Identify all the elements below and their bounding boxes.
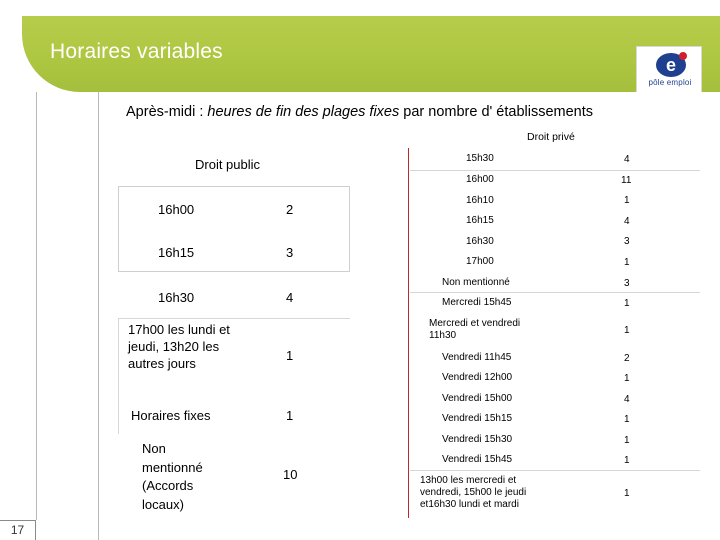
prive-row-label: Vendredi 15h15 [442,413,513,424]
public-row-label: Non mentionné (Accords locaux) [142,441,203,512]
row-separator [410,170,700,171]
subtitle [126,104,706,120]
prive-row-count: 1 [624,455,630,466]
prive-row-count: 3 [624,278,630,289]
prive-row-count: 11 [621,175,632,186]
subtitle-prefix: Après-midi : [126,104,208,120]
public-row-count: 1 [286,408,294,423]
public-row-count: 1 [286,348,294,363]
left-guide-line [36,92,37,520]
public-row-label: 16h15 [158,245,195,260]
public-row-label: 16h30 [158,290,195,305]
row-separator [410,470,700,471]
logo-text: pôle emploi [648,78,692,87]
svg-text:e: e [665,55,677,75]
prive-row-count: 1 [624,257,630,268]
prive-row-label: Vendredi 15h45 [442,454,513,465]
prive-row-label: Vendredi 15h30 [442,434,513,445]
pole-emploi-logo-icon [653,50,689,78]
public-row-count: 2 [286,202,294,217]
pole-emploi-logo [636,46,702,92]
prive-row-label: Vendredi 12h00 [442,372,513,383]
prive-row-label: Vendredi 15h00 [442,393,513,404]
prive-row-count: 1 [624,414,630,425]
public-row-label: 17h00 les lundi et jeudi, 13h20 les autres jours [128,322,230,371]
prive-row-label: 16h30 [466,236,494,247]
prive-row-label: 16h00 [466,174,494,185]
prive-row-count: 2 [624,353,630,364]
prive-row-count: 4 [624,394,630,405]
prive-row-count: 3 [624,236,630,247]
public-title: Droit public [195,157,261,172]
prive-row-count: 4 [624,154,630,165]
public-row-label: 16h00 [158,202,195,217]
prive-row-label: 15h30 [466,153,494,164]
subtitle-italic: heures de fin des plages fixes [207,104,400,120]
prive-row-label: Vendredi 11h45 [442,352,512,363]
prive-row-count: 1 [624,298,630,309]
prive-row-label: 16h10 [466,195,494,206]
prive-row-count: 1 [624,435,630,446]
column-divider [408,148,409,518]
public-row-count: 10 [283,467,298,482]
prive-row-count: 4 [624,216,630,227]
prive-row-count: 1 [624,373,630,384]
slide-title: Horaires variables [50,40,223,63]
subtitle-suffix: par nombre d' établissements [399,104,594,120]
public-row-count: 3 [286,245,294,260]
prive-title: Droit privé [527,131,575,143]
slide-number: 17 [0,520,36,540]
prive-row-label: 17h00 [466,256,494,267]
public-table [118,186,350,272]
prive-row-label: 16h15 [466,215,494,226]
content-guide-line [98,92,99,540]
prive-row-label: 13h00 les mercredi et vendredi, 15h00 le jeudi et16h30 lundi et mardi [420,475,527,510]
public-row-count: 4 [286,290,294,305]
public-row-label: Horaires fixes [131,408,211,423]
row-separator [410,292,700,293]
prive-row-label: Mercredi et vendredi 11h30 [429,318,521,341]
prive-row-count: 1 [624,325,630,336]
prive-row-count: 1 [624,488,630,499]
prive-row-label: Non mentionné [442,277,510,288]
prive-row-count: 1 [624,195,630,206]
prive-row-label: Mercredi 15h45 [442,297,512,308]
